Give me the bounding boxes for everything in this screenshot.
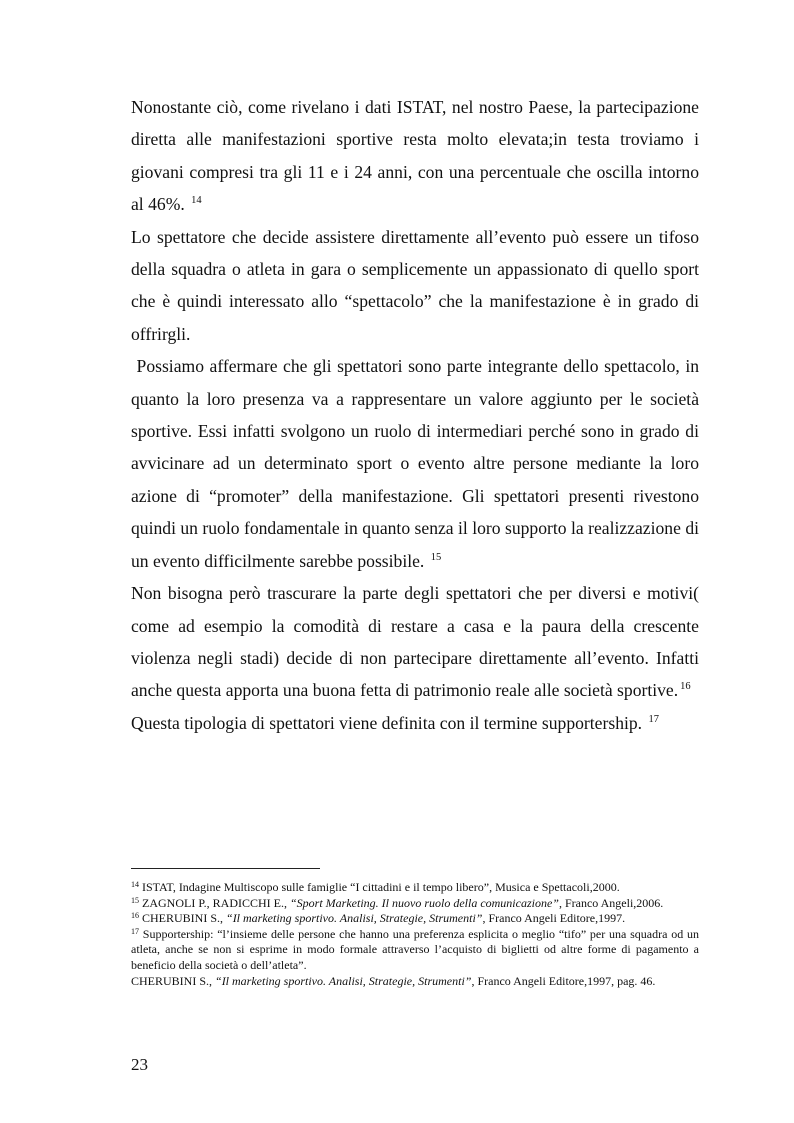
- footnote-text: Supportership: “l’insieme delle persone che hanno una preferenza esplicita o meglio “tifo” per una squadra od un atleta, anche se non si esprime in modo formale attraverso l’acquisto di biglietti od altre forme di pagamento a beneficio della società o dell’atleta”.: [131, 926, 699, 972]
- paragraph: [131, 221, 699, 351]
- footnote-reference: 16: [680, 681, 691, 693]
- footnote-text: CHERUBINI S.,: [131, 973, 216, 988]
- paragraph: [131, 350, 704, 577]
- footnote: [131, 880, 699, 896]
- footnote-reference: 17: [648, 713, 659, 725]
- footnote-title: “Il marketing sportivo. Analisi, Strategie, Strumenti”: [226, 911, 483, 926]
- footnote-reference: 15: [430, 551, 442, 563]
- footnote-text: CHERUBINI S.,: [139, 911, 227, 926]
- footnote-title: “Sport Marketing. Il nuovo ruolo della comunicazione”: [290, 895, 559, 910]
- paragraph-text: Non bisogna però trascurare la parte degli spettatori che per diversi e motivi( come ad esempio la comodità di restare a casa e la paura della crescente violenza negli stadi) decide di non partecipare direttamente all’evento. Infatti anche questa apporta una buona fetta di patrimonio reale alle società sportive.: [131, 583, 699, 701]
- footnote: [131, 927, 699, 974]
- footnote-separator: [131, 868, 320, 869]
- page-number: 23: [131, 1055, 148, 1074]
- footnote-number: 16: [131, 911, 139, 921]
- footnote-title: “Il marketing sportivo. Analisi, Strategie, Strumenti”: [215, 973, 472, 988]
- paragraph: [131, 91, 699, 221]
- paragraph: [131, 707, 699, 739]
- body-text: [131, 91, 704, 739]
- footnote-text: , Franco Angeli Editore,1997, pag. 46.: [471, 973, 656, 988]
- paragraph-text: Nonostante ciò, come rivelano i dati ISTAT, nel nostro Paese, la partecipazione diretta alle manifestazioni sportive resta molto elevata;in testa troviamo i giovani compresi tra gli 11 e i 24 anni, con una percentuale che oscilla intorno al 46%.: [131, 97, 699, 215]
- footnote-text: , Franco Angeli,2006.: [558, 895, 664, 910]
- paragraph-text: Possiamo affermare che gli spettatori sono parte integrante dello spettacolo, in quanto la loro presenza va a rappresentare un valore aggiunto per le società sportive. Essi infatti svolgono un ruolo di intermediari perché sono in grado di avvicinare ad un determinato sport o evento altre persone mediante la loro azione di “promoter” della manifestazione. Gli spettatori presenti rivestono quindi un ruolo fondamentale in quanto senza il loro supporto la realizzazione di un evento difficilmente sarebbe possibile.: [131, 356, 704, 571]
- footnotes: [131, 880, 699, 989]
- paragraph: [131, 577, 699, 707]
- footnote-text: ISTAT, Indagine Multiscopo sulle famiglie “I cittadini e il tempo libero”, Musica e Spettacoli,2000.: [139, 880, 620, 894]
- footnote: [131, 911, 699, 927]
- footnote-text: ZAGNOLI P., RADICCHI E.,: [139, 895, 290, 910]
- footnote-text: , Franco Angeli Editore,1997.: [482, 911, 626, 926]
- paragraph-text: Lo spettatore che decide assistere direttamente all’evento può essere un tifoso della squadra o atleta in gara o semplicemente un appassionato di quello sport che è quindi interessato allo “spettacolo” che la manifestazione è in grado di offrirgli.: [131, 226, 699, 344]
- footnote-number: 15: [131, 895, 139, 905]
- footnote: [131, 896, 699, 912]
- footnote-number: 14: [131, 880, 139, 889]
- footnote-reference: 14: [191, 195, 202, 207]
- footnote: [131, 974, 699, 990]
- footnote-number: 17: [131, 926, 139, 936]
- paragraph-text: Questa tipologia di spettatori viene definita con il termine supportership.: [131, 712, 643, 733]
